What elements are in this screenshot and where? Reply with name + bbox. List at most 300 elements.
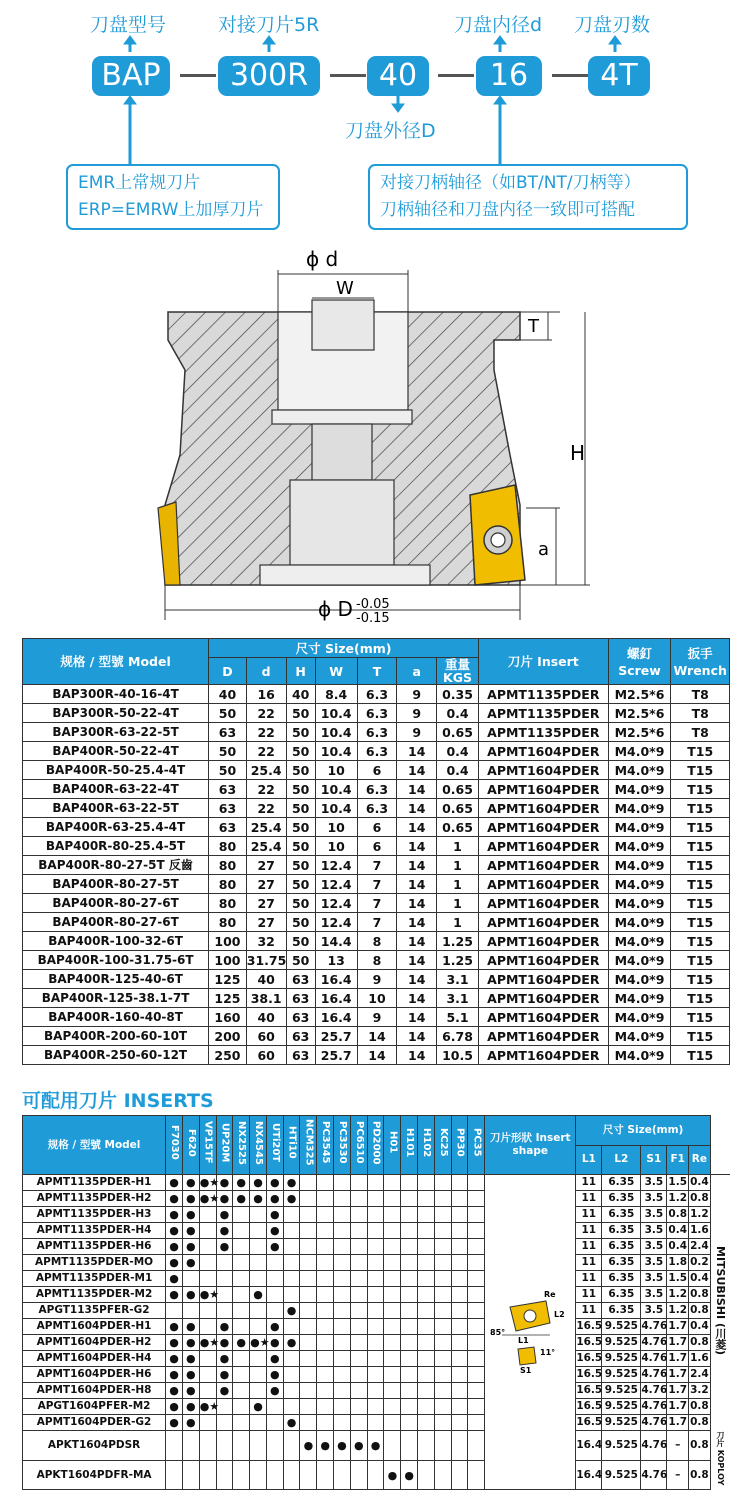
- grade-mark: [367, 1415, 384, 1431]
- grade-mark: [233, 1239, 250, 1255]
- th-screw: 螺釘 Screw: [608, 639, 671, 685]
- grade-mark: [434, 1207, 451, 1223]
- code-part-spec: 300R: [218, 56, 320, 96]
- grade-mark: [451, 1287, 468, 1303]
- size-cell: 11: [576, 1255, 602, 1271]
- grade-mark: [317, 1191, 334, 1207]
- insert-model: APKT1604PDSR: [23, 1431, 166, 1461]
- grade-mark: [418, 1431, 435, 1461]
- grade-label: NCM325: [303, 1119, 315, 1166]
- table-cell: T15: [671, 894, 730, 913]
- grade-mark: [199, 1271, 216, 1287]
- grade-label: PP30: [454, 1128, 466, 1157]
- grade-mark: ●★: [199, 1336, 220, 1349]
- grade-mark: [166, 1431, 183, 1461]
- grade-mark: [283, 1431, 300, 1461]
- grade-mark: [451, 1399, 468, 1415]
- insert-model: APMT1135PDER-MO: [23, 1255, 166, 1271]
- table-cell: 25.4: [246, 818, 286, 837]
- grade-mark: [367, 1191, 384, 1207]
- grade-mark: [250, 1431, 267, 1461]
- size-cell: 1.6: [689, 1351, 711, 1367]
- grade-mark: [350, 1399, 367, 1415]
- size-cell: 1.7: [667, 1367, 689, 1383]
- grade-mark: ●: [216, 1191, 233, 1207]
- th-grade: [434, 1116, 451, 1175]
- size-cell: 16.5: [576, 1367, 602, 1383]
- table-cell: T15: [671, 780, 730, 799]
- grade-mark: [401, 1271, 418, 1287]
- grade-mark: [334, 1319, 351, 1335]
- label-inner: 刀盘内径d: [454, 14, 543, 36]
- size-cell: 3.2: [689, 1383, 711, 1399]
- insert-model: APMT1604PDER-H8: [23, 1383, 166, 1399]
- grade-mark: ●: [166, 1351, 183, 1367]
- grade-mark: [418, 1287, 435, 1303]
- size-cell: 16.5: [576, 1399, 602, 1415]
- table-cell: 10: [315, 761, 357, 780]
- size-cell: 0.8: [689, 1191, 711, 1207]
- dim-t: T: [528, 316, 539, 337]
- grade-mark: [468, 1399, 485, 1415]
- grade-mark: [317, 1223, 334, 1239]
- grade-mark: [451, 1460, 468, 1490]
- table-cell: BAP400R-125-40-6T: [23, 970, 209, 989]
- size-cell: 0.8: [667, 1207, 689, 1223]
- table-cell: BAP400R-80-27-5T 反齒: [23, 856, 209, 875]
- table-cell: 50: [286, 856, 315, 875]
- grade-mark: [283, 1383, 300, 1399]
- size-cell: 4.76: [641, 1431, 667, 1461]
- table-cell: 50: [286, 704, 315, 723]
- th-grade: [350, 1116, 367, 1175]
- grade-mark: [350, 1223, 367, 1239]
- grade-mark: [367, 1399, 384, 1415]
- grade-mark: [283, 1399, 300, 1415]
- grade-label: H101: [404, 1127, 416, 1158]
- grade-mark: [233, 1383, 250, 1399]
- grade-mark: [401, 1175, 418, 1191]
- dim-a: a: [538, 539, 550, 560]
- th-sub-3: W: [315, 658, 357, 685]
- grade-mark: [300, 1175, 317, 1191]
- dash: [552, 74, 588, 77]
- grade-mark: [367, 1175, 384, 1191]
- grade-mark: ●★: [199, 1400, 220, 1413]
- grade-mark: [250, 1383, 267, 1399]
- grade-mark: [418, 1191, 435, 1207]
- insert-model: APMT1604PDER-H2: [23, 1335, 166, 1351]
- table-cell: BAP300R-40-16-4T: [23, 685, 209, 704]
- grade-mark: [367, 1319, 384, 1335]
- grade-mark: [434, 1319, 451, 1335]
- grade-mark: [283, 1255, 300, 1271]
- table-cell: 14.4: [315, 932, 357, 951]
- grade-mark: ●: [166, 1335, 183, 1351]
- grade-mark: ●: [182, 1415, 199, 1431]
- grade-mark: [401, 1223, 418, 1239]
- size-cell: 2.4: [689, 1239, 711, 1255]
- grade-mark: [300, 1319, 317, 1335]
- table-cell: APMT1135PDER: [478, 723, 608, 742]
- grade-mark: [317, 1175, 334, 1191]
- table-cell: 80: [209, 875, 247, 894]
- insert-model: APMT1604PDER-H6: [23, 1367, 166, 1383]
- table-row: [23, 1175, 731, 1191]
- size-cell: 4.76: [641, 1399, 667, 1415]
- table-row: [23, 1319, 731, 1335]
- grade-mark: ●: [182, 1351, 199, 1367]
- table-cell: 16.4: [315, 989, 357, 1008]
- grade-mark: [401, 1351, 418, 1367]
- th-grade: [334, 1116, 351, 1175]
- table-row: [23, 989, 730, 1008]
- grade-mark: [401, 1303, 418, 1319]
- table-row: [23, 1223, 731, 1239]
- table-cell: BAP400R-160-40-8T: [23, 1008, 209, 1027]
- table-cell: 63: [286, 989, 315, 1008]
- grade-mark: [434, 1351, 451, 1367]
- grade-mark: [300, 1271, 317, 1287]
- insert-model: APMT1604PDER-G2: [23, 1415, 166, 1431]
- size-cell: 3.5: [641, 1303, 667, 1319]
- grade-mark: [468, 1351, 485, 1367]
- grade-mark: ●: [166, 1191, 183, 1207]
- grade-mark: [182, 1303, 199, 1319]
- grade-mark: [283, 1271, 300, 1287]
- th-size: 尺寸 Size(mm): [209, 639, 479, 658]
- table-cell: 7: [357, 856, 397, 875]
- grade-mark: [367, 1460, 384, 1490]
- dim-w: W: [336, 278, 354, 299]
- table-cell: 1: [437, 856, 479, 875]
- dash: [180, 74, 216, 77]
- grade-mark: [468, 1191, 485, 1207]
- grade-mark: ●: [233, 1191, 250, 1207]
- grade-mark: [266, 1255, 283, 1271]
- grade-mark: [384, 1191, 401, 1207]
- grade-mark: [283, 1460, 300, 1490]
- grade-mark: [418, 1175, 435, 1191]
- grade-mark: [250, 1415, 267, 1431]
- table-cell: M4.0*9: [608, 742, 671, 761]
- table-cell: T15: [671, 799, 730, 818]
- grade-mark: [166, 1303, 183, 1319]
- grade-mark: [283, 1223, 300, 1239]
- grade-mark: [317, 1351, 334, 1367]
- grade-mark: [367, 1255, 384, 1271]
- grade-mark: [350, 1271, 367, 1287]
- table-cell: APMT1135PDER: [478, 704, 608, 723]
- grade-mark: ●: [182, 1207, 199, 1223]
- grade-mark: [334, 1223, 351, 1239]
- table-cell: M4.0*9: [608, 894, 671, 913]
- table-cell: 10: [315, 818, 357, 837]
- grade-mark: [233, 1223, 250, 1239]
- table-cell: 25.7: [315, 1027, 357, 1046]
- insert-model: APGT1604PFER-M2: [23, 1399, 166, 1415]
- grade-mark: [468, 1383, 485, 1399]
- dash: [330, 74, 366, 77]
- grade-mark: [283, 1319, 300, 1335]
- grade-mark: [367, 1271, 384, 1287]
- grade-label: VP15TF: [202, 1121, 214, 1164]
- grade-mark: ●: [266, 1319, 283, 1335]
- grade-mark: [451, 1223, 468, 1239]
- size-cell: 6.35: [602, 1271, 641, 1287]
- grade-mark: [384, 1223, 401, 1239]
- table-cell: APMT1604PDER: [478, 913, 608, 932]
- th-sizecol: Re: [689, 1145, 711, 1175]
- grade-mark: ●: [216, 1207, 233, 1223]
- table-row: [23, 1335, 731, 1351]
- grade-mark: [233, 1431, 250, 1461]
- table-cell: 250: [209, 1046, 247, 1065]
- table-row: [23, 1255, 731, 1271]
- grade-mark: [199, 1415, 216, 1431]
- grade-mark: [334, 1303, 351, 1319]
- grade-mark: ●: [216, 1383, 233, 1399]
- grade-mark: [418, 1399, 435, 1415]
- table-cell: 63: [286, 970, 315, 989]
- shape-ang2: 11°: [540, 1347, 556, 1357]
- table-cell: T15: [671, 989, 730, 1008]
- label-teeth: 刀盘刃数: [574, 14, 651, 36]
- table-cell: M4.0*9: [608, 856, 671, 875]
- grade-mark: [199, 1351, 216, 1367]
- table-cell: BAP400R-63-22-4T: [23, 780, 209, 799]
- grade-mark: [300, 1207, 317, 1223]
- grade-mark: [401, 1335, 418, 1351]
- table-cell: APMT1604PDER: [478, 894, 608, 913]
- size-cell: 1.7: [667, 1319, 689, 1335]
- grade-mark: ●: [250, 1191, 267, 1207]
- grade-mark: [199, 1431, 216, 1461]
- grade-mark: [384, 1431, 401, 1461]
- table-cell: 8: [357, 932, 397, 951]
- grade-mark: [266, 1287, 283, 1303]
- table-cell: T15: [671, 761, 730, 780]
- table-cell: 80: [209, 913, 247, 932]
- table-cell: 6.3: [357, 742, 397, 761]
- grade-mark: [418, 1319, 435, 1335]
- grade-mark: [300, 1223, 317, 1239]
- table-row: [23, 913, 730, 932]
- size-cell: 1.7: [667, 1383, 689, 1399]
- th-shape: 刀片形狀 Insert shape: [485, 1116, 576, 1175]
- inserts-title: 可配用刀片 INSERTS: [22, 1090, 214, 1112]
- grade-mark: [468, 1207, 485, 1223]
- table-cell: 0.4: [437, 704, 479, 723]
- grade-mark: [468, 1239, 485, 1255]
- table-cell: 3.1: [437, 970, 479, 989]
- size-cell: 0.8: [689, 1415, 711, 1431]
- size-cell: 1.2: [667, 1191, 689, 1207]
- size-cell: 16.5: [576, 1319, 602, 1335]
- table-cell: 40: [209, 685, 247, 704]
- shape-l2: L2: [554, 1309, 565, 1319]
- table-row: [23, 1460, 731, 1490]
- table-cell: BAP300R-63-22-5T: [23, 723, 209, 742]
- table-cell: 14: [397, 932, 437, 951]
- table-cell: M4.0*9: [608, 970, 671, 989]
- table-cell: M4.0*9: [608, 818, 671, 837]
- size-cell: 9.525: [602, 1319, 641, 1335]
- grade-mark: [250, 1271, 267, 1287]
- table-cell: 14: [357, 1027, 397, 1046]
- grade-mark: ●: [182, 1367, 199, 1383]
- grade-mark: [334, 1335, 351, 1351]
- size-cell: 4.76: [641, 1383, 667, 1399]
- th-grade: [418, 1116, 435, 1175]
- table-cell: 9: [397, 685, 437, 704]
- code-part-inner: 16: [476, 56, 542, 96]
- table-cell: 125: [209, 970, 247, 989]
- grade-mark: ●: [182, 1223, 199, 1239]
- table-cell: 5.1: [437, 1008, 479, 1027]
- grade-label: PC3530: [336, 1121, 348, 1164]
- grade-mark: ●: [216, 1223, 233, 1239]
- size-cell: 6.35: [602, 1287, 641, 1303]
- size-cell: 1.7: [667, 1351, 689, 1367]
- table-cell: 27: [246, 856, 286, 875]
- size-cell: 0.8: [689, 1399, 711, 1415]
- grade-mark: [250, 1239, 267, 1255]
- th-grade: [451, 1116, 468, 1175]
- note-left-line: ERP=EMRW上加厚刀片: [78, 200, 264, 220]
- size-cell: 0.4: [667, 1239, 689, 1255]
- size-cell: 9.525: [602, 1460, 641, 1490]
- grade-mark: [434, 1383, 451, 1399]
- grade-mark: ●: [233, 1335, 250, 1351]
- note-left-line: EMR上常规刀片: [78, 173, 201, 193]
- table-cell: 50: [286, 913, 315, 932]
- grade-mark: [434, 1431, 451, 1461]
- grade-mark: [300, 1255, 317, 1271]
- table-cell: 0.65: [437, 723, 479, 742]
- table-cell: BAP400R-125-38.1-7T: [23, 989, 209, 1008]
- table-cell: 8.4: [315, 685, 357, 704]
- size-cell: 1.7: [667, 1399, 689, 1415]
- table-cell: 31.75: [246, 952, 287, 968]
- brand-label: MITSUBISHI (川菱): [713, 1245, 727, 1355]
- grade-mark: [334, 1383, 351, 1399]
- grade-mark: [451, 1175, 468, 1191]
- size-cell: 9.525: [602, 1335, 641, 1351]
- size-cell: 3.5: [641, 1223, 667, 1239]
- size-cell: 4.76: [641, 1351, 667, 1367]
- insert-model: APMT1135PDER-H4: [23, 1223, 166, 1239]
- grade-mark: [401, 1319, 418, 1335]
- brand2-label: 刀片 KOPLOY: [715, 1430, 725, 1485]
- grade-mark: [199, 1319, 216, 1335]
- table-cell: 50: [286, 742, 315, 761]
- table-cell: 14: [397, 1027, 437, 1046]
- grade-label: PD2000: [370, 1120, 382, 1165]
- table-cell: 50: [209, 742, 247, 761]
- table-cell: 22: [246, 780, 286, 799]
- table-cell: 50: [209, 704, 247, 723]
- table-cell: 50: [286, 761, 315, 780]
- table-cell: M4.0*9: [608, 1027, 671, 1046]
- grade-mark: [334, 1271, 351, 1287]
- grade-mark: ●★: [199, 1192, 220, 1205]
- size-cell: 16.5: [576, 1351, 602, 1367]
- grade-mark: [401, 1239, 418, 1255]
- grade-mark: [401, 1207, 418, 1223]
- grade-label: NX2525: [236, 1120, 248, 1165]
- grade-mark: [250, 1255, 267, 1271]
- inserts-table: [22, 1115, 730, 1490]
- grade-mark: [434, 1460, 451, 1490]
- table-cell: 14: [397, 894, 437, 913]
- table-cell: APMT1135PDER: [478, 685, 608, 704]
- table-cell: M4.0*9: [608, 761, 671, 780]
- grade-mark: [384, 1255, 401, 1271]
- grade-mark: ●: [166, 1271, 183, 1287]
- grade-mark: [468, 1255, 485, 1271]
- grade-mark: [350, 1351, 367, 1367]
- grade-mark: [367, 1351, 384, 1367]
- grade-mark: [266, 1431, 283, 1461]
- grade-mark: [317, 1335, 334, 1351]
- table-cell: T15: [671, 1046, 730, 1065]
- grade-mark: ●: [216, 1175, 233, 1191]
- grade-mark: [451, 1207, 468, 1223]
- grade-mark: [384, 1303, 401, 1319]
- table-row: [23, 1415, 731, 1431]
- grade-label: H102: [420, 1127, 432, 1158]
- grade-mark: [233, 1367, 250, 1383]
- table-cell: 80: [209, 856, 247, 875]
- table-cell: 63: [209, 818, 247, 837]
- grade-mark: ●: [182, 1175, 199, 1191]
- table-cell: 12.4: [315, 856, 357, 875]
- table-cell: 14: [397, 1008, 437, 1027]
- table-cell: 10.4: [315, 799, 357, 818]
- grade-mark: [367, 1367, 384, 1383]
- table-row: [23, 1027, 730, 1046]
- cutter-drawing: [0, 240, 750, 630]
- grade-mark: ●: [401, 1460, 418, 1490]
- table-row: [23, 1399, 731, 1415]
- grade-mark: [233, 1255, 250, 1271]
- table-cell: M4.0*9: [608, 837, 671, 856]
- grade-mark: [300, 1399, 317, 1415]
- grade-mark: [451, 1239, 468, 1255]
- table-cell: 40: [286, 685, 315, 704]
- grade-mark: [300, 1351, 317, 1367]
- grade-label: NX4545: [252, 1120, 264, 1165]
- shape-re: Re: [544, 1289, 556, 1299]
- grade-mark: [266, 1271, 283, 1287]
- table-cell: T15: [671, 932, 730, 951]
- table-row: [23, 970, 730, 989]
- grade-mark: ●: [182, 1319, 199, 1335]
- brand2-cell: [710, 1431, 730, 1490]
- table-cell: BAP400R-80-27-6T: [23, 913, 209, 932]
- table-row: [23, 761, 730, 780]
- size-cell: 3.5: [641, 1271, 667, 1287]
- table-row: [23, 875, 730, 894]
- grade-mark: ●: [283, 1191, 300, 1207]
- grade-mark: [451, 1431, 468, 1461]
- shape-s1: S1: [520, 1365, 532, 1375]
- table-row: [23, 1367, 731, 1383]
- th-brand-blank: [710, 1116, 730, 1175]
- table-row: [23, 780, 730, 799]
- insert-shape-cell: [485, 1175, 576, 1490]
